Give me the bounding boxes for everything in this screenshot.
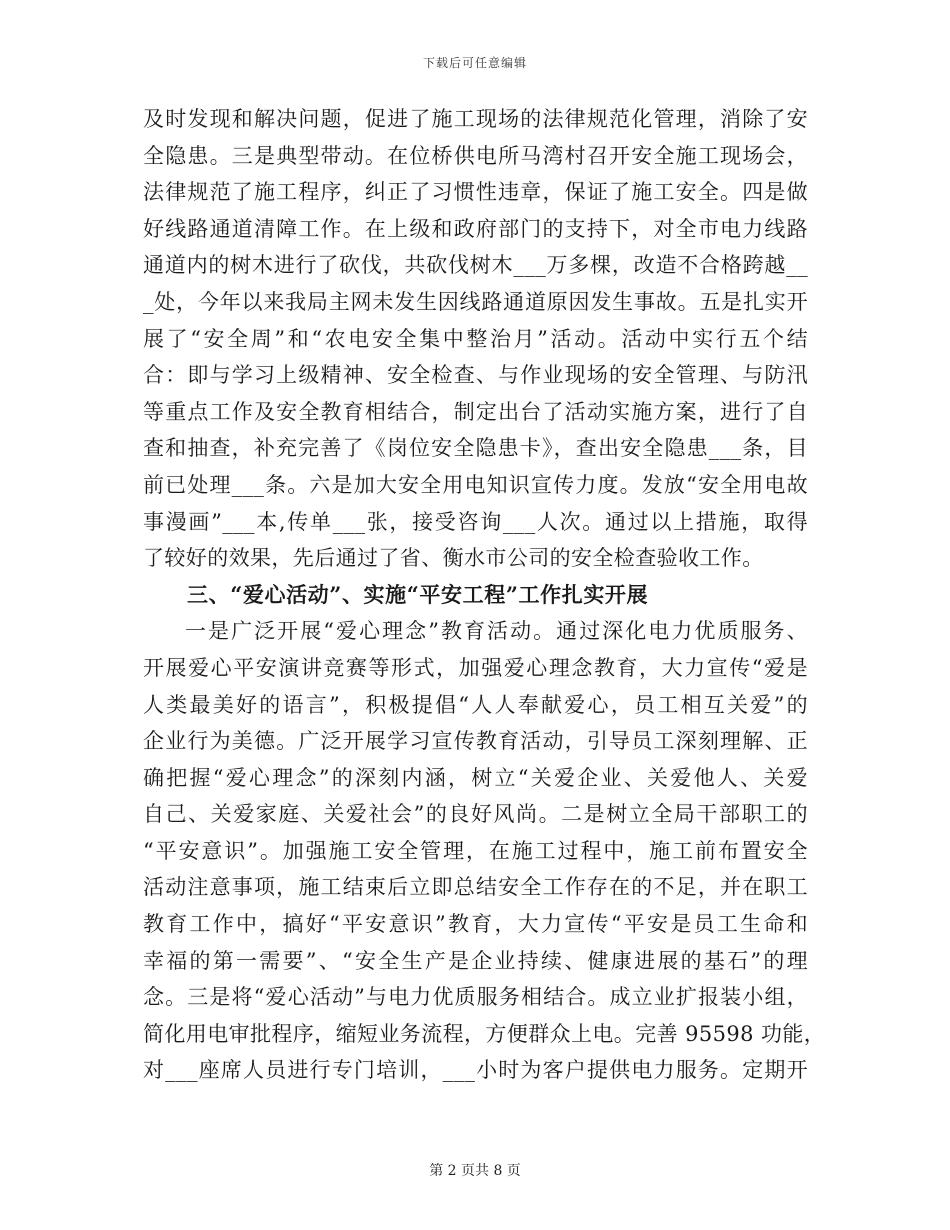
paragraph-line: 确把握“爱心理念”的深刻内涵，树立“关爱企业、关爱他人、关爱 (143, 765, 808, 790)
paragraph-line: 幸福的第一需要”、“安全生产是企业持续、健康进展的基石”的理 (143, 948, 808, 973)
paragraph-line: 事漫画”___本,传单___张，接受咨询___人次。通过以上措施，取得 (143, 509, 808, 534)
document-body (143, 101, 826, 1089)
paragraph-line: 企业行为美德。广泛开展学习宣传教育活动，引导员工深刻理解、正 (143, 729, 808, 754)
paragraph-line: 了较好的效果，先后通过了省、衡水市公司的安全检查验收工作。 (143, 546, 764, 571)
paragraph-line: 人类最美好的语言”，积极提倡“人人奉献爱心，员工相互关爱”的 (143, 692, 808, 717)
page-number-footer: 第 2 页共 8 页 (429, 1163, 521, 1179)
paragraph-line: _处，今年以来我局主网未发生因线路通道原因发生事故。五是扎实开 (143, 289, 808, 314)
paragraph-line: 全隐患。三是典型带动。在位桥供电所马湾村召开安全施工现场会， (143, 143, 808, 168)
paragraph-line: “平安意识”。加强施工安全管理，在施工过程中，施工前布置安全 (143, 838, 808, 863)
paragraph-line: 一是广泛开展“爱心理念”教育活动。通过深化电力优质服务、 (185, 619, 808, 644)
paragraph-line: 活动注意事项，施工结束后立即总结安全工作存在的不足，并在职工 (143, 875, 808, 900)
paragraph-line: 对___座席人员进行专门培训，___小时为客户提供电力服务。定期开 (143, 1058, 808, 1083)
section-heading: 三、“爱心活动”、实施“平安工程”工作扎实开展 (187, 581, 649, 607)
paragraph-line: 自己、关爱家庭、关爱社会”的良好风尚。二是树立全局干部职工的 (143, 802, 808, 827)
paragraph-line: 通道内的树木进行了砍伐，共砍伐树木___万多棵，改造不合格跨越__ (143, 253, 808, 278)
paragraph-line: 查和抽查，补充完善了《岗位安全隐患卡》，查出安全隐患___条，目 (143, 436, 808, 461)
page-header-note: 下载后可任意编辑 (422, 56, 527, 70)
paragraph-line: 前已处理___条。六是加大安全用电知识宣传力度。发放“安全用电故 (143, 472, 808, 497)
paragraph-line: 合：即与学习上级精神、安全检查、与作业现场的安全管理、与防汛 (143, 363, 808, 388)
paragraph-line: 念。三是将“爱心活动”与电力优质服务相结合。成立业扩报装小组， (143, 985, 808, 1010)
paragraph-line: 简化用电审批程序，缩短业务流程，方便群众上电。完善 95598 功能， (143, 1021, 826, 1046)
paragraph-line: 及时发现和解决问题，促进了施工现场的法律规范化管理，消除了安 (143, 107, 808, 131)
paragraph-line: 展了“安全周”和“农电安全集中整治月”活动。活动中实行五个结 (143, 326, 808, 351)
paragraph-line: 法律规范了施工程序，纠正了习惯性违章，保证了施工安全。四是做 (143, 180, 808, 205)
paragraph-line: 等重点工作及安全教育相结合，制定出台了活动实施方案，进行了自 (143, 399, 808, 424)
paragraph-line: 教育工作中，搞好“平安意识”教育，大力宣传“平安是员工生命和 (143, 912, 808, 937)
paragraph-line: 开展爱心平安演讲竞赛等形式，加强爱心理念教育，大力宣传“爱是 (143, 655, 808, 680)
paragraph-line: 好线路通道清障工作。在上级和政府部门的支持下，对全市电力线路 (143, 216, 808, 241)
